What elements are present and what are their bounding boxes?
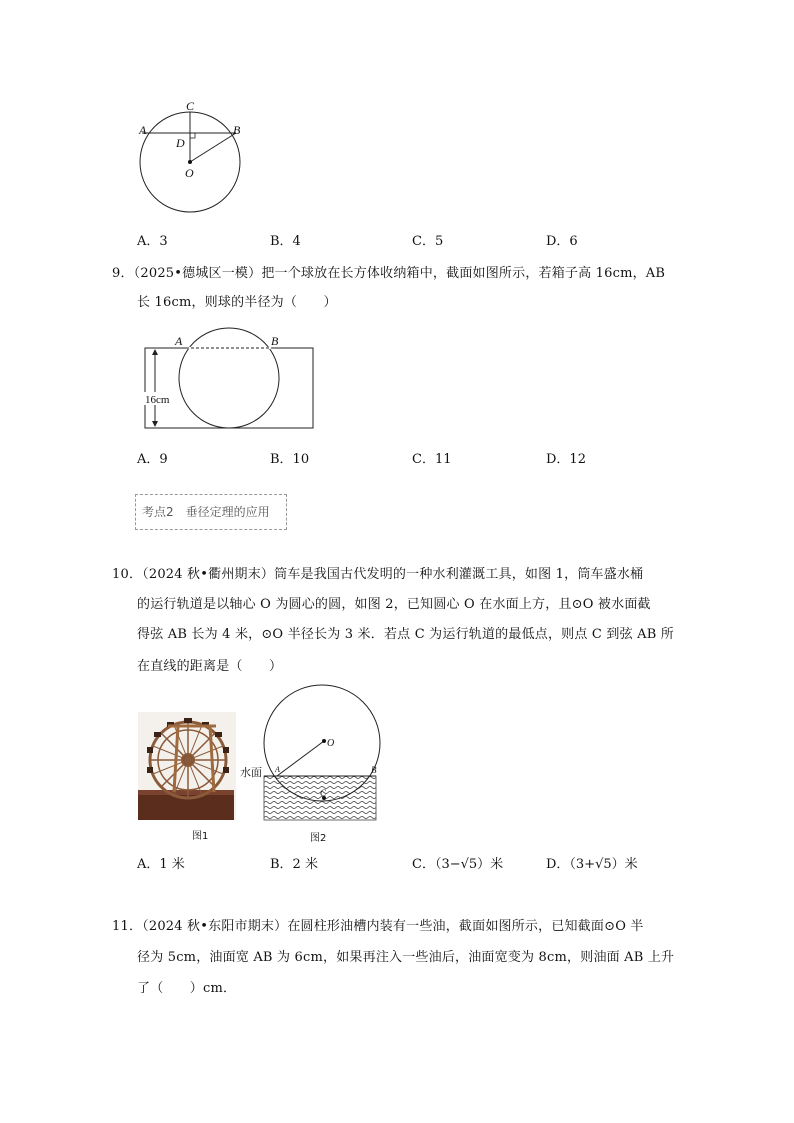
q11-text-line2: 径为 5cm，油面宽 AB 为 6cm，如果再注入一些油后，油面宽变为 8cm，则油面 AB 上升 <box>137 950 675 965</box>
q9-text-line1: 9．（2025•德城区一模）把一个球放在长方体收纳箱中，截面如图所示，若箱子高 16cm，AB <box>112 266 666 281</box>
q9-box <box>145 348 313 428</box>
q8-right-angle-mark <box>190 133 195 138</box>
q10-radius-oa <box>277 741 324 776</box>
q10-fig1-caption: 图1 <box>192 831 209 842</box>
section-heading-box: 考点2 垂径定理的应用 <box>135 494 287 530</box>
q8-label-a: A <box>139 123 147 137</box>
q8-label-d: D <box>176 136 185 150</box>
q10-option-b: B．2 米 <box>270 857 318 872</box>
q8-label-c: C <box>186 99 195 113</box>
q10-waterwheel-photo <box>138 712 236 820</box>
q10-option-d: D．（3+√5）米 <box>546 857 638 872</box>
q8-option-b: B．4 <box>270 234 301 249</box>
q10-text-line2: 的运行轨道是以轴心 O 为圆心的圆，如图 2，已知圆心 O 在水面上方，且⊙O 被水面截 <box>137 597 651 612</box>
q9-ball <box>179 328 279 428</box>
q10-label-o: O <box>327 738 335 749</box>
q10-label-b: B <box>371 765 377 775</box>
q8-option-a: A．3 <box>137 234 168 249</box>
q10-option-c: C．（3−√5）米 <box>412 857 504 872</box>
q8-center-dot <box>188 160 192 164</box>
q8-circle-figure <box>130 95 250 220</box>
q8-radius-ob <box>190 133 236 162</box>
q10-text-line3: 得弦 AB 长为 4 米，⊙O 半径长为 3 米．若点 C 为运行轨道的最低点，则点 C 到弦 AB 所 <box>137 627 674 642</box>
q8-option-c: C．5 <box>412 234 444 249</box>
q8-option-d: D．6 <box>546 234 578 249</box>
q9-box-figure <box>140 330 320 430</box>
q10-water-label: 水面 <box>240 766 262 779</box>
q9-text-line2: 长 16cm，则球的半径为（ ） <box>137 295 337 310</box>
q11-text-line1: 11．（2024 秋•东阳市期末）在圆柱形油槽内装有一些油，截面如图所示，已知截面⊙O 半 <box>112 919 644 934</box>
q9-arrow-head-bottom <box>152 421 158 427</box>
q9-height-label: 16cm <box>145 394 170 406</box>
q10-fig2-caption: 图2 <box>310 833 327 844</box>
q10-option-a: A．1 米 <box>137 857 185 872</box>
q9-option-c: C．11 <box>412 452 452 467</box>
q9-label-a: A <box>175 334 183 348</box>
q8-label-b: B <box>233 123 241 137</box>
q9-label-b: B <box>271 334 279 348</box>
q8-label-o: O <box>185 166 194 180</box>
q11-text-line3: 了（ ）cm． <box>137 981 237 996</box>
q9-arrow-head-top <box>152 349 158 355</box>
water-region <box>264 776 376 820</box>
q9-option-a: A．9 <box>137 452 168 467</box>
q10-fig2-diagram <box>240 680 385 822</box>
q9-option-d: D．12 <box>546 452 586 467</box>
q10-label-a: A <box>275 765 280 774</box>
q10-text-line4: 在直线的距离是（ ） <box>137 659 283 674</box>
q10-center-dot <box>322 739 326 743</box>
q10-label-c: C <box>320 788 327 798</box>
q10-text-line1: 10．（2024 秋•衢州期末）筒车是我国古代发明的一种水利灌溉工具，如图 1，筒车盛水桶 <box>112 567 644 582</box>
q9-option-b: B．10 <box>270 452 310 467</box>
